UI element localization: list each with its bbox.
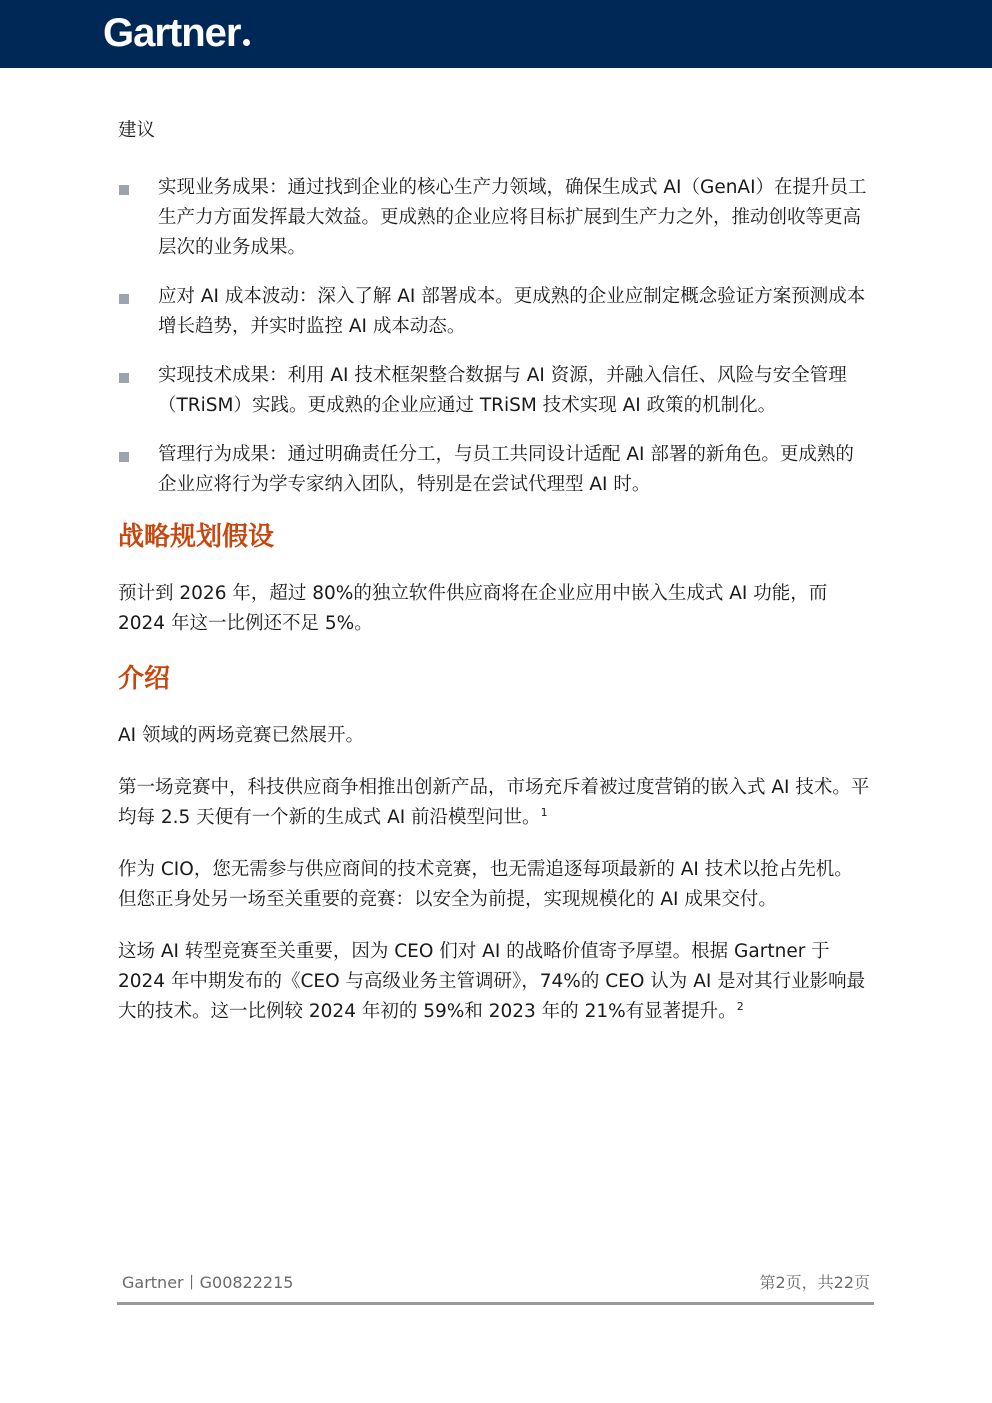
recommendations-list bbox=[118, 173, 870, 500]
list-item bbox=[118, 173, 870, 263]
intro-paragraph-2 bbox=[118, 773, 870, 833]
list-item-text: 管理行为成果：通过明确责任分工，与员工共同设计适配 AI 部署的新角色。更成熟的企业应将行为学专家纳入团队，特别是在尝试代理型 AI 时。 bbox=[158, 444, 854, 495]
bullet-square-icon bbox=[119, 185, 129, 195]
bullet-square-icon bbox=[119, 294, 129, 304]
strategic-planning-heading: 战略规划假设 bbox=[118, 522, 275, 552]
list-item-text: 应对 AI 成本波动：深入了解 AI 部署成本。更成熟的企业应制定概念验证方案预测成本增长趋势，并实时监控 AI 成本动态。 bbox=[158, 286, 866, 337]
recommendations-label: 建议 bbox=[118, 120, 156, 141]
footer-divider bbox=[117, 1302, 874, 1305]
list-item-text: 实现业务成果：通过找到企业的核心生产力领域，确保生成式 AI（GenAI）在提升员工生产力方面发挥最大效益。更成熟的企业应将目标扩展到生产力之外，推动创收等更高层次的业务成果。 bbox=[158, 177, 867, 258]
strategic-planning-body: 预计到 2026 年，超过 80%的独立软件供应商将在企业应用中嵌入生成式 AI 功能，而 2024 年这一比例还不足 5%。 bbox=[118, 583, 828, 634]
bullet-square-icon bbox=[119, 452, 129, 462]
header-bar bbox=[0, 0, 992, 68]
logo-text: Gartner bbox=[103, 11, 241, 55]
list-item bbox=[118, 440, 870, 500]
footer-doc-id: Gartner丨G00822215 bbox=[122, 1273, 294, 1292]
intro-paragraph-4 bbox=[118, 937, 870, 1027]
list-item bbox=[118, 361, 870, 421]
intro-paragraph-2-text: 第一场竞赛中，科技供应商争相推出创新产品，市场充斥着被过度营销的嵌入式 AI 技术。平均每 2.5 天便有一个新的生成式 AI 前沿模型问世。 bbox=[118, 777, 870, 828]
intro-paragraph-4-text: 这场 AI 转型竞赛至关重要，因为 CEO 们对 AI 的战略价值寄予厚望。根据 Gartner 于 2024 年中期发布的《CEO 与高级业务主管调研》，74%的 CEO 认为 AI 是对其行业影响最大的技术。这一比例较 2024 年初的 59%和 2023 年的 21%有显著提升。 bbox=[118, 941, 866, 1022]
footnote-ref-2[interactable]: 2 bbox=[736, 1000, 744, 1013]
introduction-heading: 介绍 bbox=[118, 664, 171, 694]
footnote-ref-1[interactable]: 1 bbox=[540, 806, 548, 819]
footer-page-number: 第2页，共22页 bbox=[759, 1273, 870, 1292]
list-item-text: 实现技术成果：利用 AI 技术框架整合数据与 AI 资源，并融入信任、风险与安全管理（TRiSM）实践。更成熟的企业应通过 TRiSM 技术实现 AI 政策的机制化。 bbox=[158, 365, 847, 416]
logo-dot-icon bbox=[243, 39, 250, 46]
bullet-square-icon bbox=[119, 373, 129, 383]
list-item bbox=[118, 282, 870, 342]
gartner-logo bbox=[103, 8, 250, 58]
page-content bbox=[118, 116, 870, 1049]
intro-paragraph-3: 作为 CIO，您无需参与供应商间的技术竞赛，也无需追逐每项最新的 AI 技术以抢占先机。但您正身处另一场至关重要的竞赛：以安全为前提，实现规模化的 AI 成果交付。 bbox=[118, 859, 853, 910]
intro-paragraph-1: AI 领域的两场竞赛已然展开。 bbox=[118, 725, 364, 746]
